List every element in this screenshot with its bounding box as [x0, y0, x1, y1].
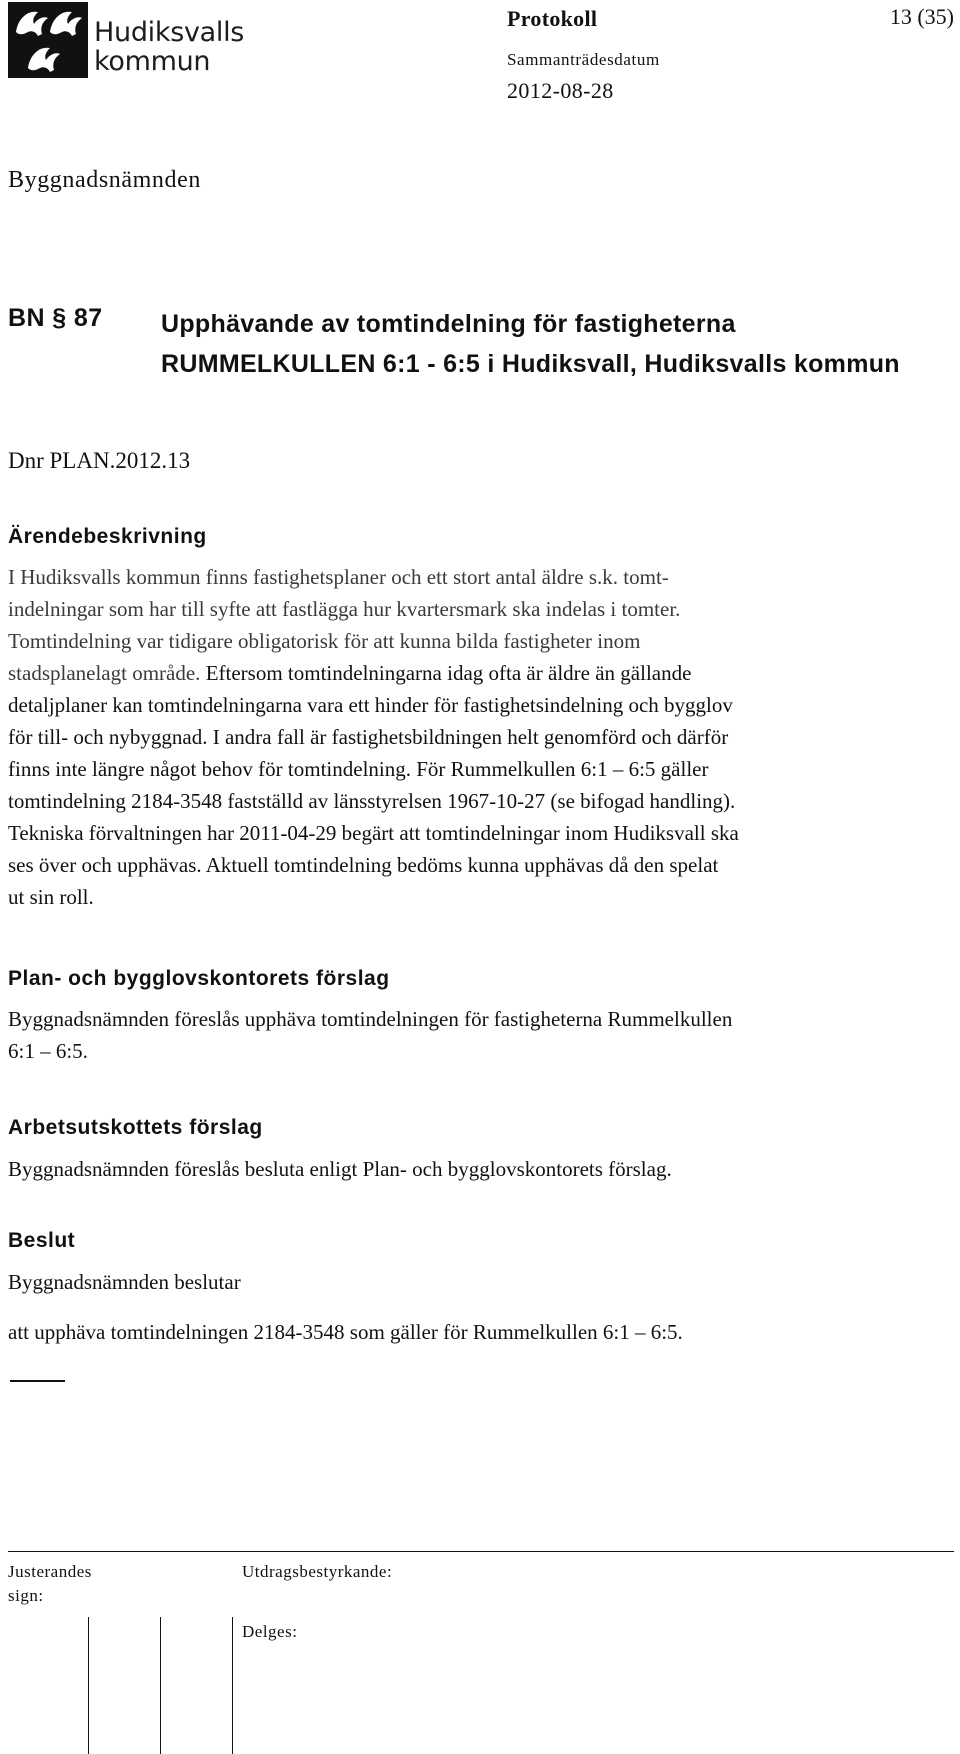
- text-line: 6:1 – 6:5.: [8, 1039, 88, 1063]
- section-heading-committee-proposal: Arbetsutskottets förslag: [8, 1116, 263, 1139]
- text-segment: Eftersom tomtindelningarna idag ofta är äldre än gällande: [205, 661, 692, 685]
- signature-box-divider: [232, 1617, 233, 1754]
- committee-name: Byggnadsnämnden: [8, 167, 201, 193]
- text-line: att upphäva tomtindelningen 2184-3548 som gäller för Rummelkullen 6:1 – 6:5.: [8, 1320, 683, 1344]
- logo-line-1: Hudiksvalls: [94, 17, 245, 48]
- document-type: Protokoll: [507, 6, 598, 31]
- text-line: ses över och upphävas. Aktuell tomtindelning bedöms kunna upphävas då den spelat: [8, 853, 719, 877]
- signature-box-divider: [88, 1617, 89, 1754]
- text-line: finns inte längre något behov för tomtindelning. För Rummelkullen 6:1 – 6:5 gäller: [8, 757, 709, 781]
- decision-intro: [8, 1266, 953, 1298]
- extract-certifies-label: Utdragsbestyrkande:: [242, 1562, 393, 1581]
- case-number: BN § 87: [8, 304, 103, 332]
- committee-proposal-text: [8, 1153, 953, 1185]
- text-line: Byggnadsnämnden föreslås upphäva tomtindelningen för fastigheterna Rummelkullen: [8, 1007, 733, 1031]
- section-heading-office-proposal: Plan- och bygglovskontorets förslag: [8, 967, 390, 990]
- office-proposal-text: [8, 1003, 953, 1067]
- adjusters-label-line-2: sign:: [8, 1586, 44, 1605]
- adjusters-label-line-1: Justerandes: [8, 1562, 92, 1581]
- end-rule: [10, 1380, 65, 1382]
- section-heading-description: Ärendebeskrivning: [8, 525, 207, 548]
- logo-line-2: kommun: [94, 46, 211, 77]
- text-line: Byggnadsnämnden beslutar: [8, 1270, 241, 1294]
- logo-wordmark: [94, 18, 244, 76]
- page-number: 13 (35): [889, 4, 954, 29]
- text-line: tomtindelning 2184-3548 fastställd av länsstyrelsen 1967-10-27 (se bifogad handling).: [8, 789, 736, 813]
- section-heading-decision: Beslut: [8, 1229, 76, 1252]
- text-line: Tekniska förvaltningen har 2011-04-29 begärt att tomtindelningar inom Hudiksvall ska: [8, 821, 739, 845]
- distributed-label: Delges:: [242, 1622, 298, 1641]
- signature-box-divider: [160, 1617, 161, 1754]
- meeting-date: 2012-08-28: [507, 78, 614, 103]
- case-title: Upphävande av tomtindelning för fastigheterna RUMMELKULLEN 6:1 - 6:5 i Hudiksvall, Hudiksvalls kommun: [161, 310, 900, 378]
- text-segment: stadsplanelagt område.: [8, 661, 201, 685]
- text-line: indelningar som har till syfte att fastlägga hur kvartersmark ska indelas i tomter.: [8, 597, 681, 621]
- adjusters-signature-label: [8, 1560, 92, 1608]
- meeting-date-label: Sammanträdesdatum: [507, 50, 660, 69]
- text-line: detaljplaner kan tomtindelningarna vara ett hinder för fastighetsindelning och bygglov: [8, 693, 733, 717]
- text-line: I Hudiksvalls kommun finns fastighetsplaner och ett stort antal äldre s.k. tomt-: [8, 565, 669, 589]
- footer-rule: [8, 1551, 954, 1552]
- text-line: för till- och nybyggnad. I andra fall är fastighetsbildningen helt genomförd och därför: [8, 725, 729, 749]
- decision-text: [8, 1316, 953, 1348]
- text-line: ut sin roll.: [8, 885, 94, 909]
- text-line: Tomtindelning var tidigare obligatorisk för att kunna bilda fastigheter inom: [8, 629, 641, 653]
- text-line: Byggnadsnämnden föreslås besluta enligt Plan- och bygglovskontorets förslag.: [8, 1157, 672, 1181]
- case-dnr: Dnr PLAN.2012.13: [8, 448, 191, 473]
- text-line: [8, 657, 953, 689]
- description-text: [8, 561, 953, 913]
